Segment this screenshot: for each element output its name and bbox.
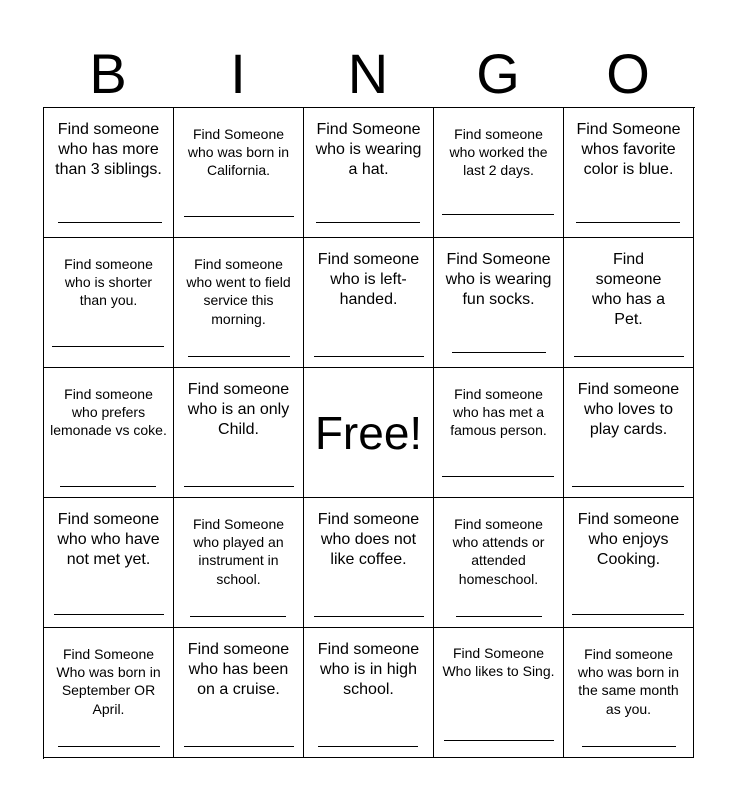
bingo-cell[interactable] <box>304 498 434 628</box>
signature-line[interactable] <box>444 740 554 741</box>
signature-line[interactable] <box>184 746 294 747</box>
cell-prompt: Find Someone who is wearing fun socks. <box>445 251 552 308</box>
cell-prompt: Find someone who has met a famous person. <box>450 386 547 439</box>
bingo-cell[interactable] <box>304 238 434 368</box>
bingo-cell[interactable] <box>44 498 174 628</box>
signature-line[interactable] <box>190 616 286 617</box>
signature-line[interactable] <box>572 614 684 615</box>
signature-line[interactable] <box>318 746 418 747</box>
signature-line[interactable] <box>456 616 542 617</box>
signature-line[interactable] <box>442 214 554 215</box>
signature-line[interactable] <box>58 222 162 223</box>
cell-prompt: Find someone who is shorter than you. <box>64 256 153 309</box>
signature-line[interactable] <box>54 614 164 615</box>
bingo-cell[interactable] <box>44 628 174 758</box>
signature-line[interactable] <box>576 222 680 223</box>
bingo-cell[interactable] <box>564 368 694 498</box>
bingo-cell[interactable] <box>174 368 304 498</box>
cell-prompt: Find someone who is in high school. <box>317 641 420 698</box>
bingo-cell[interactable] <box>174 238 304 368</box>
cell-prompt: Find someone who does not like coffee. <box>317 511 420 568</box>
cell-prompt: Find someone who attends or attended homeschool. <box>452 516 545 587</box>
header-letter-g: G <box>476 42 520 105</box>
bingo-cell[interactable] <box>564 238 694 368</box>
bingo-cell[interactable] <box>434 238 564 368</box>
cell-prompt: Find someone who was born in the same month as you. <box>577 646 680 717</box>
signature-line[interactable] <box>184 486 294 487</box>
signature-line[interactable] <box>52 346 164 347</box>
bingo-cell[interactable] <box>564 628 694 758</box>
header-letter-o: O <box>606 42 650 105</box>
bingo-cell[interactable] <box>434 628 564 758</box>
bingo-cell[interactable] <box>44 238 174 368</box>
signature-line[interactable] <box>314 356 424 357</box>
cell-prompt: Find someone who prefers lemonade vs coke. <box>50 386 167 439</box>
cell-prompt: Find someone who enjoys Cooking. <box>577 511 680 568</box>
bingo-cell[interactable] <box>174 628 304 758</box>
bingo-cell[interactable] <box>434 498 564 628</box>
bingo-cell[interactable] <box>564 498 694 628</box>
cell-prompt: Find Someone Who was born in September OR April. <box>56 646 161 717</box>
signature-line[interactable] <box>316 222 420 223</box>
bingo-cell[interactable] <box>304 628 434 758</box>
cell-prompt: Find someone who is an only Child. <box>187 381 290 438</box>
cell-prompt: Find Someone who was born in California. <box>187 126 290 179</box>
signature-line[interactable] <box>582 746 676 747</box>
free-space[interactable] <box>304 368 434 498</box>
cell-prompt: Find someone who who have not met yet. <box>57 511 160 568</box>
cell-prompt: Find someone who worked the last 2 days. <box>449 126 548 179</box>
cell-prompt: Find someone who went to field service this morning. <box>186 256 291 327</box>
signature-line[interactable] <box>314 616 424 617</box>
bingo-cell[interactable] <box>44 108 174 238</box>
cell-prompt: Find Someone who played an instrument in school. <box>192 516 285 587</box>
bingo-header <box>43 40 693 108</box>
signature-line[interactable] <box>452 352 546 353</box>
signature-line[interactable] <box>184 216 294 217</box>
cell-prompt: Find someone who has a Pet. <box>592 251 665 328</box>
signature-line[interactable] <box>442 476 554 477</box>
free-label: Free! <box>314 406 423 459</box>
cell-prompt: Find someone who has more than 3 siblings. <box>55 121 162 178</box>
bingo-cell[interactable] <box>44 368 174 498</box>
signature-line[interactable] <box>572 486 684 487</box>
bingo-cell[interactable] <box>434 108 564 238</box>
cell-prompt: Find Someone who is wearing a hat. <box>315 121 422 178</box>
bingo-cell[interactable] <box>564 108 694 238</box>
signature-line[interactable] <box>574 356 684 357</box>
bingo-grid <box>43 107 695 759</box>
cell-prompt: Find someone who has been on a cruise. <box>187 641 290 698</box>
bingo-cell[interactable] <box>174 498 304 628</box>
cell-prompt: Find someone who loves to play cards. <box>577 381 680 438</box>
header-letter-n: N <box>347 42 389 105</box>
cell-prompt: Find Someone Who likes to Sing. <box>442 645 555 680</box>
cell-prompt: Find someone who is left-handed. <box>317 251 420 308</box>
bingo-cell[interactable] <box>434 368 564 498</box>
header-letter-b: B <box>89 42 127 105</box>
cell-prompt: Find Someone whos favorite color is blue. <box>576 121 681 178</box>
bingo-cell[interactable] <box>304 108 434 238</box>
signature-line[interactable] <box>188 356 290 357</box>
bingo-cell[interactable] <box>174 108 304 238</box>
signature-line[interactable] <box>58 746 160 747</box>
signature-line[interactable] <box>60 486 156 487</box>
header-letter-i: I <box>230 42 246 105</box>
